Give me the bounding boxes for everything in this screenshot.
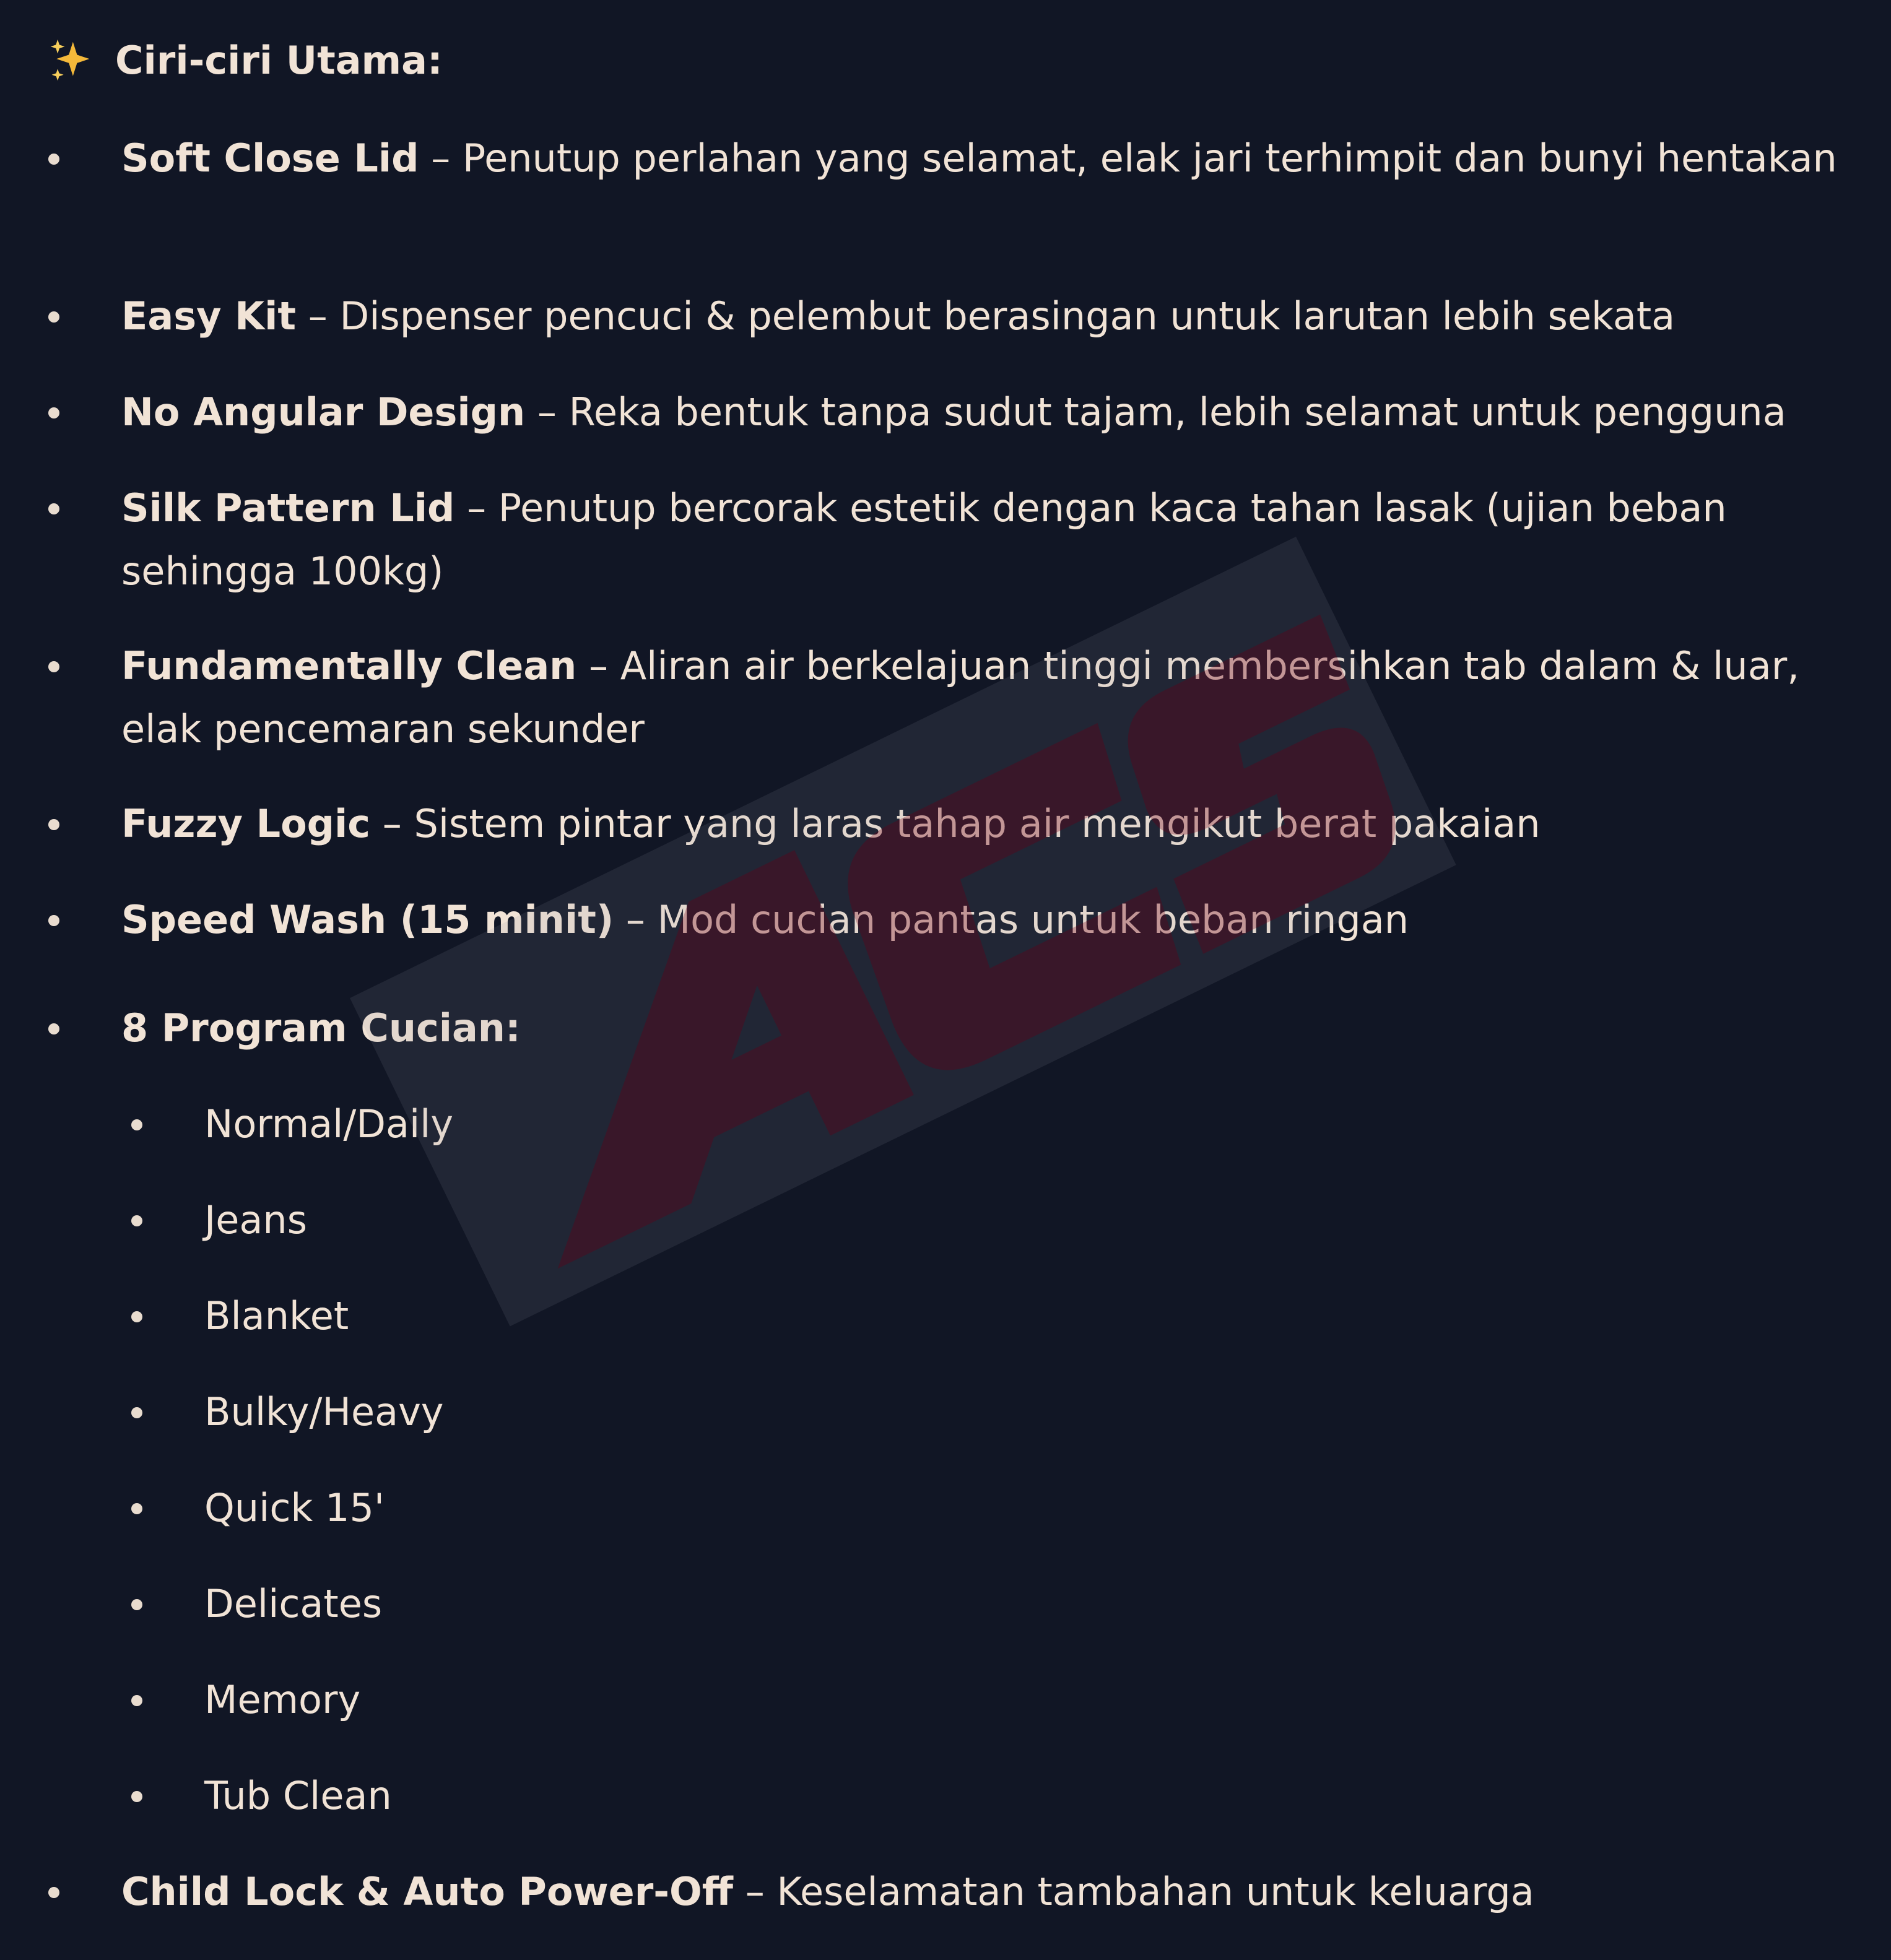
bullet	[131, 1119, 142, 1130]
program-label: Tub Clean	[204, 1773, 392, 1818]
program-item	[204, 1093, 453, 1156]
program-label: Jeans	[204, 1197, 308, 1242]
bullet	[48, 915, 59, 926]
feature-desc: – Aliran air berkelajuan tinggi membersihkan tab dalam & luar, elak pencemaran sekunder	[121, 643, 1799, 752]
feature-desc: – Mod cucian pantas untuk beban ringan	[614, 897, 1409, 942]
program-item	[204, 1477, 385, 1540]
feature-name: Silk Pattern Lid	[121, 485, 455, 531]
program-item	[204, 1285, 349, 1348]
bullet	[48, 311, 59, 323]
program-item	[204, 1668, 360, 1732]
feature-item-soft-close-lid	[121, 127, 1837, 190]
feature-name: Child Lock & Auto Power-Off	[121, 1869, 733, 1914]
program-label: Blanket	[204, 1293, 349, 1338]
bullet	[48, 407, 59, 418]
feature-item-easy-kit	[121, 285, 1675, 348]
program-item	[204, 1764, 392, 1828]
sparkles-icon	[47, 37, 94, 84]
section-heading	[47, 36, 443, 85]
heading-text: Ciri-ciri Utama:	[115, 38, 443, 83]
program-label: Bulky/Heavy	[204, 1389, 444, 1434]
program-label: Delicates	[204, 1581, 383, 1626]
feature-item-fuzzy-logic	[121, 792, 1541, 856]
feature-item-fundamentally-clean	[121, 635, 1891, 761]
bullet	[131, 1407, 142, 1418]
feature-name: No Angular Design	[121, 389, 526, 435]
bullet	[131, 1791, 142, 1802]
bullet	[131, 1695, 142, 1706]
feature-name: Fuzzy Logic	[121, 801, 371, 846]
feature-name: Speed Wash (15 minit)	[121, 897, 614, 942]
bullet	[48, 1887, 59, 1898]
feature-item-no-angular-design	[121, 381, 1786, 444]
program-label: Quick 15'	[204, 1485, 385, 1530]
feature-name: Soft Close Lid	[121, 136, 419, 181]
program-item	[204, 1572, 382, 1636]
bullet	[131, 1503, 142, 1514]
program-label: Normal/Daily	[204, 1101, 454, 1147]
feature-name: Easy Kit	[121, 293, 297, 339]
bullet	[131, 1215, 142, 1226]
program-item	[204, 1381, 443, 1444]
program-list-title	[121, 997, 521, 1060]
bullet	[48, 1023, 59, 1034]
bullet	[48, 661, 59, 672]
feature-desc: – Penutup bercorak estetik dengan kaca tahan lasak (ujian beban sehingga 100kg)	[121, 485, 1727, 594]
feature-desc: – Keselamatan tambahan untuk keluarga	[732, 1869, 1534, 1914]
program-item	[204, 1189, 307, 1252]
feature-desc: – Reka bentuk tanpa sudut tajam, lebih selamat untuk pengguna	[525, 389, 1786, 435]
program-title: 8 Program Cucian:	[121, 1005, 521, 1051]
bullet	[48, 154, 59, 165]
bullet	[131, 1599, 142, 1610]
program-label: Memory	[204, 1677, 361, 1722]
feature-desc: – Sistem pintar yang laras tahap air mengikut berat pakaian	[370, 801, 1541, 846]
feature-desc: – Dispenser pencuci & pelembut berasingan untuk larutan lebih sekata	[296, 293, 1676, 339]
bullet	[48, 503, 59, 514]
feature-name: Fundamentally Clean	[121, 643, 577, 688]
feature-item-speed-wash	[121, 888, 1409, 952]
bullet	[131, 1311, 142, 1322]
feature-desc: – Penutup perlahan yang selamat, elak jari terhimpit dan bunyi hentakan	[419, 136, 1837, 181]
bullet	[48, 819, 59, 830]
feature-item-child-lock	[121, 1860, 1534, 1923]
feature-item-silk-pattern-lid	[121, 477, 1891, 603]
